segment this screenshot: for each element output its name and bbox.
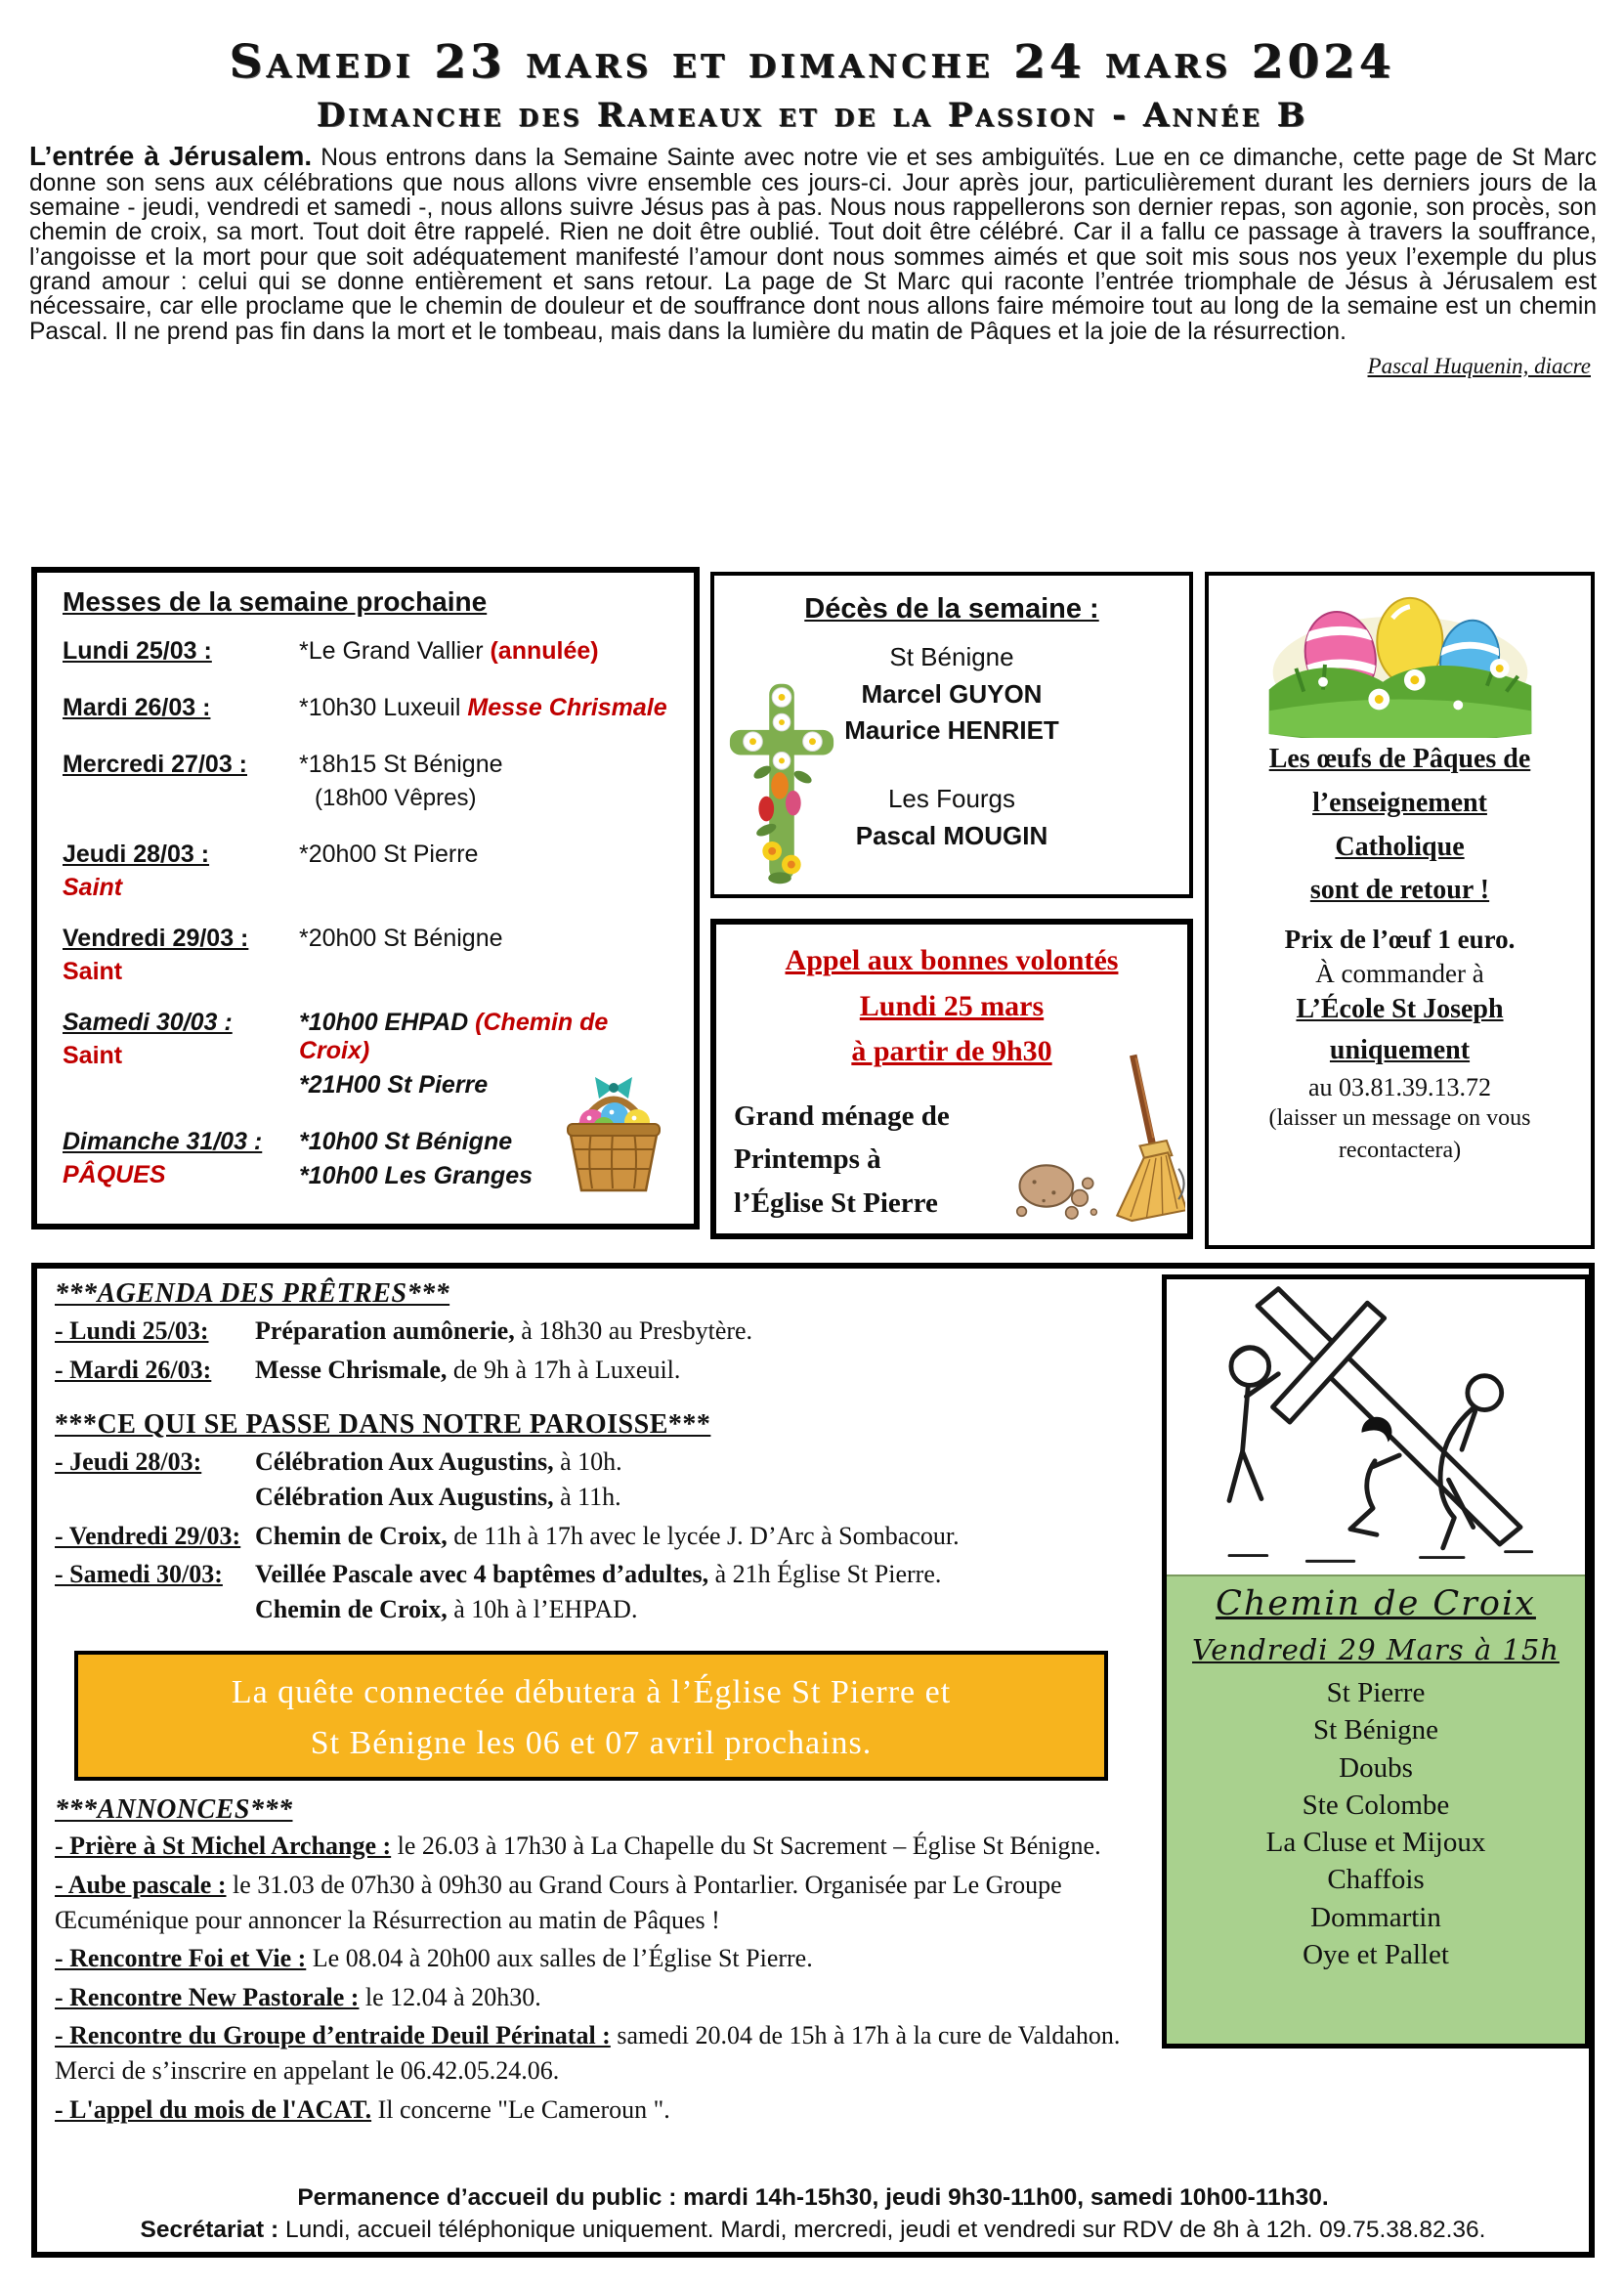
- place-item: Oye et Pallet: [1303, 1938, 1449, 1970]
- mass-value: *18h15 St Bénigne: [299, 751, 503, 778]
- carrying-cross-image-wrap: [1167, 1279, 1585, 1576]
- mass-row-jeudi: [63, 841, 674, 902]
- leave-message-note: (laisser un message on vous: [1268, 1105, 1531, 1132]
- call-title: Appel aux bonnes volontés: [785, 944, 1119, 976]
- agenda-annonces-box: [31, 1263, 1595, 2258]
- chemin-places: [1167, 1674, 1585, 1973]
- mass-day-label: Jeudi 28/03 :: [63, 841, 210, 868]
- holy-day-tag: Saint: [63, 958, 123, 985]
- mass-row-lundi: [63, 637, 674, 671]
- eggs-heading: Catholique: [1335, 831, 1465, 862]
- deaths-title: Décès de la semaine :: [804, 593, 1099, 625]
- place-item: La Cluse et Mijoux: [1265, 1827, 1486, 1859]
- mass-day-label: Mercredi 27/03 :: [63, 751, 247, 778]
- holy-day-tag: Saint: [63, 874, 123, 901]
- white-blossoms: [744, 688, 823, 770]
- mass-value: *10h30 Luxeuil: [299, 694, 468, 721]
- secretariat-label: Secrétariat :: [140, 2217, 279, 2243]
- opening-hours-label: Permanence d’accueil du public :: [297, 2184, 677, 2211]
- annonce-item: - Rencontre du Groupe d’entraide Deuil Périnatal : samedi 20.04 de 15h à 17h à la cure de Valdahon. Merci de s’inscrire en appelant le 06.42.05.24.06.: [55, 2021, 1121, 2086]
- agenda-column: [55, 1278, 1154, 2128]
- mass-value-secondary: *21H00 St Pierre: [299, 1071, 489, 1099]
- mass-day-label: Lundi 25/03 :: [63, 637, 212, 665]
- mass-value: *20h00 St Bénigne: [299, 925, 503, 952]
- intro-body: Nous entrons dans la Semaine Sainte avec notre vie et ses ambiguïtés. Lue en ce dimanche, cette page de St Marc donne son sens aux célébrations que nous allons vivre ensemble ces jours-ci. Jour après jour, particulièrement durant les derniers jours de la semaine - jeudi, vendredi et samedi -, nous allons suivre Jésus pas à pas. Nous nous rappellerons son dernier repas, son agonie, son procès, son chemin de croix, sa mort. Tout doit être rappelé. Rien ne doit être oublié. Tout doit être célébré. Car il a fallu ce passage à travers la souffrance, l’angoisse et la mort pour que soit adéquatement manifesté l’amour dont nous sommes aimés et que soit mis sous nos yeux l’exemple du plus grand amour : celui qui se donne entièrement et sans retour. La page de St Marc qui raconte l’entrée triomphale de Jésus à Jérusalem est nécessaire, car elle proclame que le chemin de douleur et de souffrance dont nous allons faire mémoire tout au long de la semaine est un chemin Pascal. Il ne prend pas fin dans la mort et le tombeau, mais dans la lumière du matin de Pâques et la joie de la résurrection.: [29, 145, 1597, 345]
- leave-message-note: recontactera): [1338, 1137, 1462, 1163]
- easter-eggs-box: [1205, 572, 1595, 1249]
- deceased-name: Maurice HENRIET: [844, 715, 1059, 746]
- chemin-de-croix-box: [1162, 1274, 1590, 2049]
- mass-day-label: Vendredi 29/03 :: [63, 925, 249, 952]
- annonce-item: - Aube pascale : le 31.03 de 07h30 à 09h30 au Grand Cours à Pontarlier. Organisée par Le Groupe Œcuménique pour annoncer la Résurrection au matin de Pâques !: [55, 1870, 1062, 1934]
- mass-value: *10h00 St Bénigne: [299, 1128, 513, 1155]
- deaths-place: St Bénigne: [889, 642, 1014, 671]
- floral-cross-image: [724, 675, 839, 888]
- mass-value-secondary: *10h00 Les Granges: [299, 1162, 534, 1189]
- easter-tag: PÂQUES: [63, 1161, 166, 1188]
- place-item: Chaffois: [1327, 1864, 1425, 1896]
- deaths-place: Les Fourgs: [887, 784, 1016, 814]
- chemin-date: Vendredi 29 Mars à 15h: [1192, 1633, 1560, 1666]
- contact-footer: [37, 2184, 1589, 2244]
- mass-row-mardi: [63, 694, 674, 728]
- egg-price: Prix de l’œuf 1 euro.: [1284, 925, 1516, 955]
- phone-number: au 03.81.39.13.72: [1307, 1073, 1492, 1102]
- annonce-item: - L'appel du mois de l'ACAT. Il concerne "Le Cameroun ".: [55, 2094, 670, 2124]
- volunteers-call-box: [710, 919, 1193, 1239]
- mass-note-chrismale: Messe Chrismale: [467, 694, 667, 721]
- place-item: Doubs: [1339, 1751, 1413, 1784]
- mass-day-label: Samedi 30/03 :: [63, 1009, 233, 1036]
- mass-row-mercredi: [63, 751, 674, 818]
- intro-lead: L’entrée à Jérusalem.: [29, 141, 313, 171]
- broom-sweeping-image: [985, 1046, 1185, 1231]
- deaths-box: [710, 572, 1193, 898]
- deceased-name: Pascal MOUGIN: [855, 820, 1048, 850]
- only-label: uniquement: [1329, 1035, 1471, 1066]
- annonce-item: - Rencontre Foi et Vie : Le 08.04 à 20h00 aux salles de l’Église St Pierre.: [55, 1944, 813, 1973]
- agenda-item: - Jeudi 28/03: Célébration Aux Augustins, à 10h. Célébration Aux Augustins, à 11h.: [55, 1446, 622, 1511]
- mass-day-label: Mardi 26/03 :: [63, 694, 211, 721]
- agenda-item: - Samedi 30/03: Veillée Pascale avec 4 baptêmes d’adultes, à 21h Église St Pierre. Chemin de Croix, à 10h à l’EHPAD.: [55, 1560, 942, 1624]
- agenda-item: - Vendredi 29/03: Chemin de Croix, de 11h à 17h avec le lycée J. D’Arc à Sombacour.: [55, 1521, 960, 1550]
- call-body: Grand ménage de Printemps à l’Église St Pierre: [734, 1100, 950, 1220]
- mass-value: *Le Grand Vallier: [299, 637, 491, 665]
- connected-collection-banner: La quête connectée débutera à l’Église St Pierre et St Bénigne les 06 et 07 avril prochains.: [74, 1651, 1108, 1781]
- agenda-item: - Mardi 26/03: Messe Chrismale, de 9h à 17h à Luxeuil.: [55, 1355, 681, 1384]
- intro-paragraph: [29, 143, 1597, 344]
- place-item: Dommartin: [1310, 1901, 1441, 1933]
- page-subtitle: Dimanche des Rameaux et de la Passion - Année B: [316, 96, 1308, 135]
- eggs-heading: sont de retour !: [1309, 875, 1490, 906]
- mass-row-vendredi: [63, 925, 674, 986]
- easter-eggs-image: [1263, 583, 1537, 738]
- call-time: à partir de 9h30: [851, 1035, 1052, 1067]
- annonces-title: ***ANNONCES***: [55, 1794, 293, 1826]
- secretariat-info: Lundi, accueil téléphonique uniquement. Mardi, mercredi, jeudi et vendredi sur RDV de 8h à 12h. 09.75.38.82.36.: [278, 2217, 1486, 2243]
- deceased-name: Marcel GUYON: [861, 678, 1043, 709]
- mass-day-label: Dimanche 31/03 :: [63, 1128, 263, 1155]
- eggs-heading: Les œufs de Pâques de: [1268, 744, 1531, 774]
- opening-hours: mardi 14h-15h30, jeudi 9h30-11h00, samedi 10h00-11h30.: [676, 2184, 1329, 2211]
- mass-value-secondary: (18h00 Vêpres): [315, 785, 477, 811]
- chemin-title: Chemin de Croix: [1216, 1584, 1536, 1623]
- school-name: L’École St Joseph: [1296, 994, 1504, 1025]
- masses-title: Messes de la semaine prochaine: [63, 586, 488, 617]
- mass-note-chemin: (Chemin de Croix): [299, 1009, 609, 1064]
- holy-day-tag: Saint: [63, 1042, 123, 1069]
- carrying-cross-image: [1168, 1279, 1584, 1573]
- author-signature: Pascal Huquenin, diacre: [1367, 354, 1591, 378]
- eggs-heading: l’enseignement: [1312, 787, 1487, 818]
- call-date: Lundi 25 mars: [859, 989, 1045, 1022]
- order-label: À commander à: [1315, 959, 1484, 989]
- easter-basket-image: [559, 1073, 668, 1198]
- place-item: St Bénigne: [1312, 1714, 1439, 1747]
- agenda-item: - Lundi 25/03: Préparation aumônerie, à 18h30 au Presbytère.: [55, 1316, 753, 1345]
- mass-value: *20h00 St Pierre: [299, 841, 479, 868]
- parish-section-title: ***CE QUI SE PASSE DANS NOTRE PAROISSE***: [55, 1408, 711, 1440]
- mass-value: *10h00 EHPAD: [299, 1009, 476, 1036]
- page-title: Samedi 23 mars et dimanche 24 mars 2024: [229, 35, 1395, 89]
- annonce-item: - Prière à St Michel Archange : le 26.03 à 17h30 à La Chapelle du St Sacrement – Église St Bénigne.: [55, 1832, 1101, 1861]
- annonce-item: - Rencontre New Pastorale : le 12.04 à 20h30.: [55, 1982, 541, 2011]
- agenda-title: ***AGENDA DES PRÊTRES***: [55, 1278, 450, 1309]
- masses-box: [31, 567, 700, 1229]
- place-item: Ste Colombe: [1302, 1789, 1450, 1821]
- place-item: St Pierre: [1326, 1677, 1426, 1708]
- mass-note-cancelled: (annulée): [490, 637, 599, 665]
